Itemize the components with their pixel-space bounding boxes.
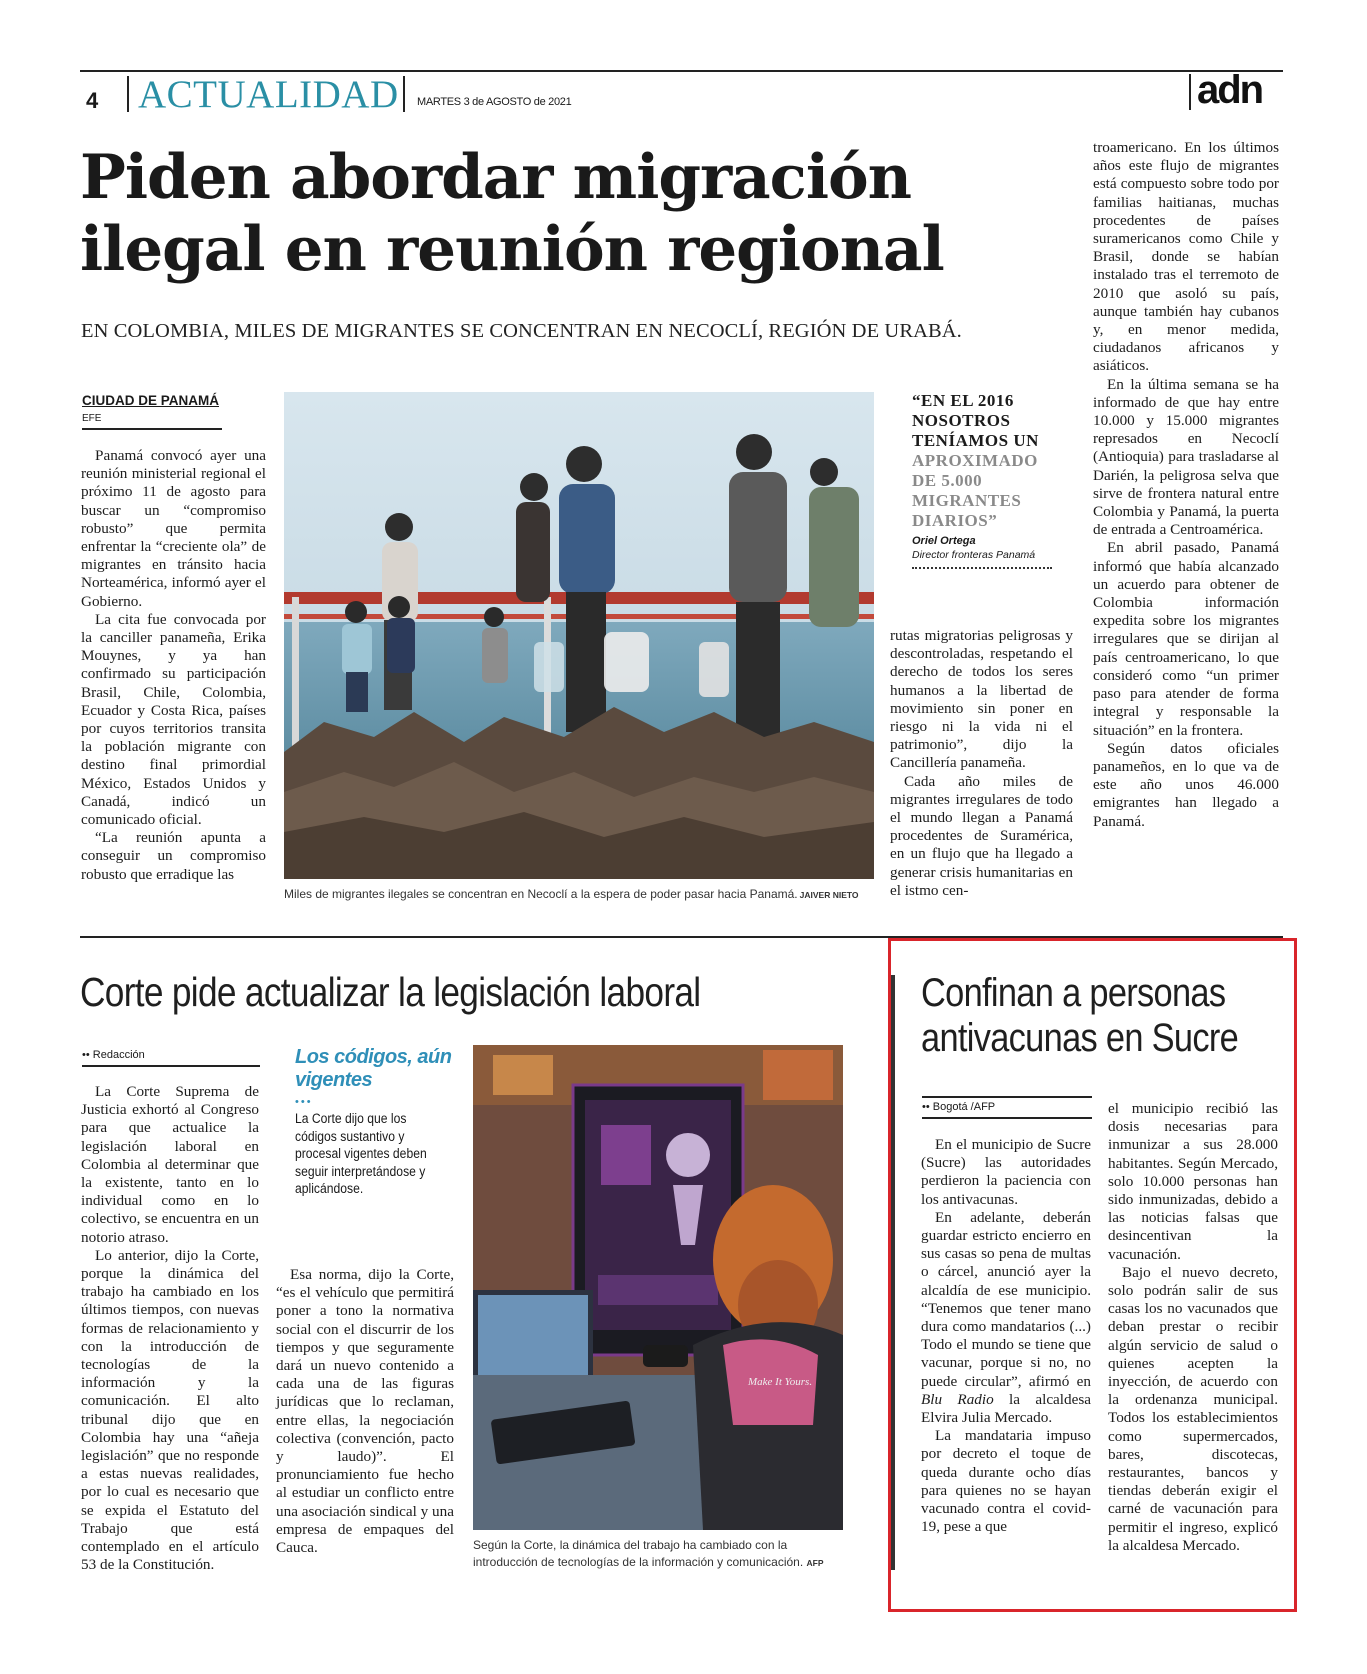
byline-rule [922, 1117, 1092, 1119]
byline-rule-top [922, 1096, 1092, 1098]
sidebar-text: La Corte dijo que los códigos sustantivo y procesal vigentes deben seguir interpretándose y aplicándose. [295, 1111, 427, 1196]
article2-column-1 [81, 1083, 259, 1574]
byline-text: Bogotá /AFP [932, 1101, 996, 1113]
dateline: CIUDAD DE PANAMÁ [82, 393, 219, 408]
article3-left-bar [891, 975, 895, 1570]
migrants-photo [284, 392, 874, 879]
article2-column-2 [276, 1266, 454, 1557]
article3-column-2 [1108, 1100, 1278, 1555]
page-number: 4 [86, 88, 99, 113]
quote-dotted-rule [912, 567, 1052, 569]
paragraph: el municipio recibió las dosis necesarias para inmunizar a sus 28.000 habitantes. Según Mercado, solo 10.000 personas han sido inmunizadas, debido a las noticias falsas que desincentivan la vacunación. [1108, 1100, 1278, 1263]
quote-author: Oriel Ortega [912, 535, 976, 547]
sidebar-title: Los códigos, aún vigentes [295, 1046, 452, 1091]
header-divider-2 [403, 76, 405, 112]
gamer-photo [473, 1045, 843, 1530]
header-divider [127, 76, 129, 112]
headline-line-2: ilegal en reunión regional [80, 214, 944, 285]
paragraph: En la última semana se ha informado de que hay entre 10.000 y 15.000 migrantes represados en Necoclí (Antioquia) para trasladarse al Darién, la peligrosa selva que sirve de frontera natural entre Colombia y Panamá, la puerta de entrada a Centroamérica. [1093, 375, 1279, 539]
paragraph: Lo anterior, dijo la Corte, porque la dinámica del trabajo ha cambiado en los últimos tiempos, con nuevas formas de relacionamiento y con la introducción de tecnologías de la información y la comunicación. El alto tribunal dijo que en Colombia hay una “añeja legislación” que no responde a estas nuevas realidades, por lo cual es necesario que se expida el Estatuto del Trabajo que está contemplado en el artículo 53 de la Constitución. [81, 1246, 259, 1574]
radio-name: Blu Radio [921, 1390, 994, 1408]
article3-byline [922, 1101, 995, 1113]
paragraph: Según datos oficiales panameños, en lo que va de este año unos 46.000 emigrantes han llegado a Panamá. [1093, 739, 1279, 830]
gamer-photo-caption [473, 1537, 853, 1572]
paragraph: “La reunión apunta a conseguir un compromiso robusto que erradique las [81, 829, 266, 883]
article3-headline [921, 971, 1238, 1061]
quote-text-strong: “EN EL 2016 NOSOTROS TENÍAMOS UN [912, 391, 1039, 450]
paragraph: Bajo el nuevo decreto, solo podrán salir de sus casas los no vacunados que deban prestar o recibir algún servicio de salud o quienes acepten la inyección, de acuerdo con la ordenanza municipal. Todos los establecimientos como supermercados, bares, discotecas, restaurantes, bancos y tiendas deberán exigir el carné de vacunación para permitir el ingreso, explicó la alcaldesa Mercado. [1108, 1263, 1278, 1554]
sidebar-dots: ••• [295, 1096, 313, 1108]
article2-headline: Corte pide actualizar la legislación laboral [80, 969, 701, 1015]
article1-column-3 [890, 627, 1073, 900]
byline-bullets: •• [82, 1049, 93, 1061]
article1-subhead: EN COLOMBIA, MILES DE MIGRANTES SE CONCENTRAN EN NECOCLÍ, REGIÓN DE URABÁ. [81, 320, 962, 342]
paragraph: troamericano. En los últimos años este flujo de migrantes está compuesto sobre todo por familias haitianas, muchas procedentes de países suramericanos como Chile y Brasil, donde se habían instalado tras el terremoto de 2010 que asoló su país, aunque también hay cubanos y, en menor medida, ciudadanos africanos y asiáticos. [1093, 139, 1279, 375]
paragraph: La mandataria impuso por decreto el toque de queda durante ocho días para quienes no se hayan vacunado contra el covid-19, pese a que [921, 1427, 1091, 1536]
paragraph: Panamá convocó ayer una reunión ministerial regional el próximo 11 de agosto para buscar un “compromiso robusto” que permita enfrentar la “creciente ola” de migrantes en tránsito hacia Norteamérica, informó ayer el Gobierno. [81, 447, 266, 610]
sidebar-box [295, 1046, 455, 1198]
header-divider-3 [1189, 74, 1191, 110]
migrants-photo-illustration [284, 392, 874, 879]
byline-text: Redacción [92, 1049, 145, 1061]
paragraph: Cada año miles de migrantes irregulares de todo el mundo llegan a Panamá procedentes de Suramérica, en un flujo que ha llegado a generar crisis humanitarias en el istmo cen- [890, 772, 1073, 899]
headline-line-2: antivacunas en Sucre [921, 1016, 1239, 1060]
paragraph: Esa norma, dijo la Corte, “es el vehículo que permitirá poner a tono la normativa social con el discurrir de los tiempos y que seguramente dará un nuevo contenido a cada una de las figuras jurídicas que lo reclaman, entre ellas, la negociación colectiva (convención, pacto y laudo)”. El pronunciamiento fue hecho al estudiar un conflicto entre una asociación sindical y una empresa de empaques del Cauca. [276, 1266, 454, 1557]
shirt-text: Make It Yours. [748, 1376, 813, 1388]
caption-text: Miles de migrantes ilegales se concentran en Necoclí a la espera de poder pasar hacia Panamá. [284, 887, 798, 901]
headline-line-1: Confinan a personas [921, 971, 1226, 1015]
paragraph: La Corte Suprema de Justicia exhortó al Congreso para que actualice la legislación laboral en Colombia al determinar que la existente, tanto en lo individual como en lo colectivo, se encuentra en un notorio atraso. [81, 1083, 259, 1246]
agency: EFE [82, 413, 102, 424]
article2-byline [82, 1049, 145, 1061]
dateline-rule [82, 428, 222, 430]
section-title: ACTUALIDAD [138, 73, 399, 116]
paragraph: rutas migratorias peligrosas y descontroladas, respetando el derecho de todos los seres humanos a la libertad de movimiento sin poner en riesgo ni la vida ni el patrimonio”, dijo la Cancillería panameña. [890, 627, 1073, 772]
byline-rule [82, 1065, 260, 1067]
quote-text-light: APROXIMADO DE 5.000 MIGRANTES DIARIOS” [912, 451, 1038, 530]
article1-column-4 [1093, 139, 1279, 831]
pull-quote [912, 391, 1057, 569]
migrants-photo-caption [284, 886, 884, 903]
paragraph: En el municipio de Sucre (Sucre) las autoridades perdieron la paciencia con los antivacunas. [921, 1136, 1091, 1208]
brand-logo: adn [1197, 68, 1263, 112]
paragraph: La cita fue convocada por la canciller panameña, Erika Mouynes, y ya han confirmado su participación Brasil, Chile, Colombia, Ecuador y Costa Rica, países por cuyos territorios transita la población migrante con destino final primordial México, Estados Unidos y Canadá, indicó un comunicado oficial. [81, 610, 266, 829]
photo-credit: JAIVER NIETO [799, 890, 859, 900]
caption-text: Según la Corte, la dinámica del trabajo ha cambiado con la introducción de tecnologías de la información y comunicación. [473, 1538, 804, 1569]
headline-line-1: Piden abordar migración [80, 142, 912, 213]
byline-bullets: •• [922, 1101, 933, 1113]
photo-credit: AFP [806, 1558, 824, 1568]
article3-column-1 [921, 1136, 1091, 1536]
quote-role: Director fronteras Panamá [912, 549, 1036, 561]
paragraph: En adelante, deberán guardar estricto encierro en sus casas so pena de multas o cárcel, anunció ayer la alcaldía de ese municipio. “Tenemos que tener mano dura como mandatarios (...) Todo el mundo se tiene que vacunar, porque si no, no puede circular”, afirmó en Blu Radio la alcaldesa Elvira Julia Mercado. [921, 1208, 1092, 1427]
issue-date: MARTES 3 de AGOSTO de 2021 [417, 96, 572, 108]
paragraph: En abril pasado, Panamá informó que había alcanzado un acuerdo para obtener de Colombia información expedita sobre los migrantes irregulares que se dirijan al país centroamericano, lo que consideró como “un primer paso para atender de forma integral y responsable la situación” en la frontera. [1093, 539, 1279, 739]
gamer-photo-illustration [473, 1045, 843, 1530]
article1-column-1 [81, 447, 266, 884]
article1-headline [80, 142, 944, 286]
